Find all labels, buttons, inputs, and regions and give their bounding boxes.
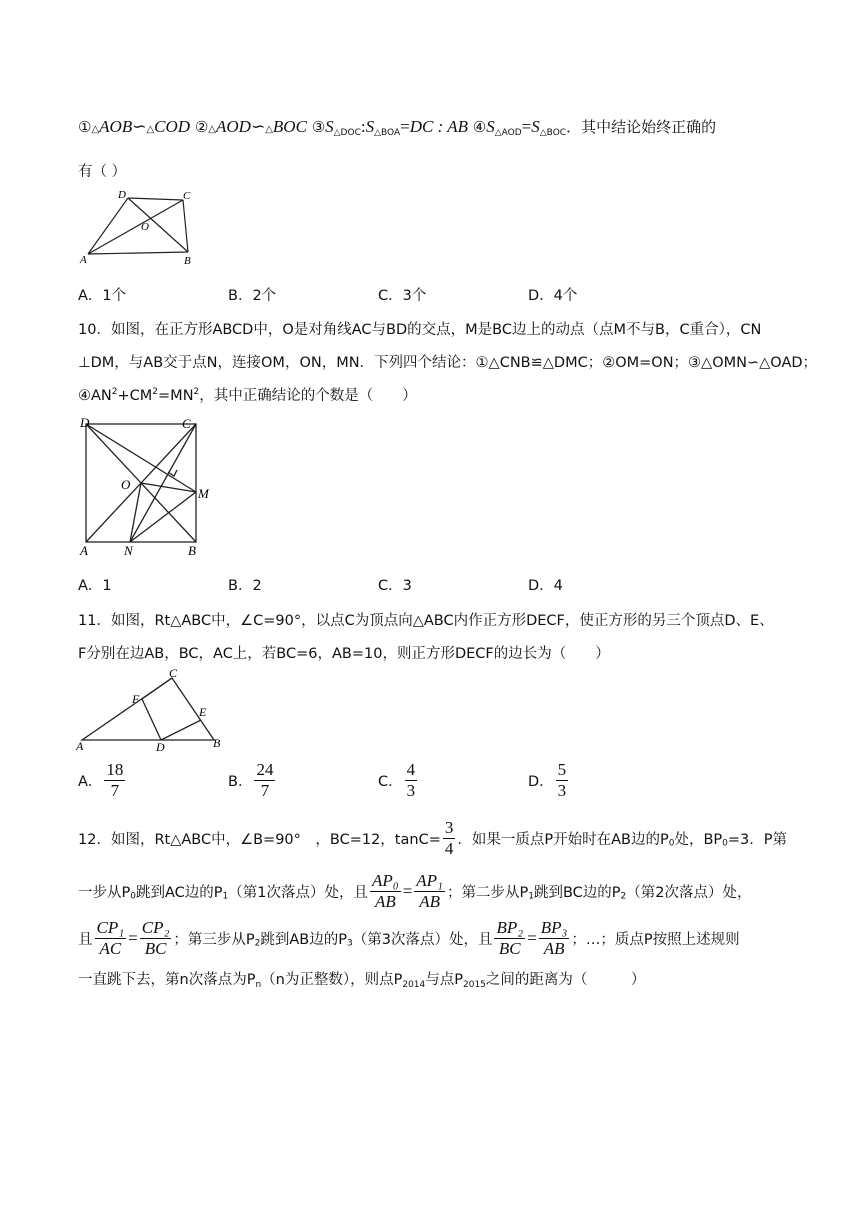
label-d: D — [156, 740, 165, 754]
q11-option-b[interactable]: B． $\frac{24}{7}$ — [228, 760, 274, 800]
q12-line3: 且 $\frac{\text{CP₁}}{AC}$ = $\frac{\text{CP₂}}{BC}$ ；第三步从$P_2$跳到AB边的$P_3$（第3次落点）处，且 $\frac{\text{BP₂}}{BC}$ = $\frac{\text{BP₃}}{AB}$ ；…；质点P按照上述规则 — [78, 918, 740, 958]
label-b: B — [188, 543, 196, 558]
q12-line2: 一步从$P_0$跳到AC边的$P_1$（第1次落点）处，且 $\frac{\text{AP₀}}{AB}$ = $\frac{\text{AP₁}}{AB}$ ；第二步从$P_1$跳到BC边的$P_2$（第2次落点）处， — [78, 871, 752, 911]
q11-line2: F分别在边AB，BC，AC上，若BC=6，AB=10，则正方形DECF的边长为（ ） — [78, 646, 610, 662]
q10-option-b[interactable]: B．2 — [228, 578, 262, 594]
q11-option-a[interactable]: A． $\frac{18}{7}$ — [78, 760, 124, 800]
q10-option-d[interactable]: D．4 — [528, 578, 563, 594]
circle-3: ③ — [311, 118, 326, 136]
circle-4: ④ — [472, 118, 487, 136]
label-o: O — [121, 477, 131, 492]
label-a: A — [80, 543, 88, 558]
q10-square-figure — [78, 414, 218, 558]
q9-option-c[interactable]: C．3个 — [378, 288, 427, 304]
label-b: B — [184, 255, 191, 266]
label-m: M — [198, 486, 209, 501]
q9-option-b[interactable]: B．2个 — [228, 288, 277, 304]
q9-statements-line: ①△AOB∽△COD ②△AOD∽△BOC $③S_{\triangle DOC}:S_{\triangle BOA}=DC$ : AB $④S_{\triangle AOD}=S_{\triangle BOC}$．其中结论始终正确的 — [78, 117, 717, 138]
label-c: C — [182, 416, 191, 431]
label-f: F — [132, 692, 140, 706]
q11-line1: 11．如图，Rt△ABC中，∠C=90°，以点C为顶点向△ABC内作正方形DECF，使正方形的另三个顶点D、E、 — [78, 613, 774, 629]
label-n: N — [124, 543, 133, 558]
label-c: C — [183, 190, 191, 202]
label-a: A — [80, 254, 87, 266]
q9-option-a[interactable]: A．1个 — [78, 288, 127, 304]
q10-option-a[interactable]: A．1 — [78, 578, 112, 594]
q10-line2: ⊥DM，与AB交于点N，连接OM，ON，MN．下列四个结论：①△CNB≌△DMC；②OM=ON；③△OMN∽△OAD； — [78, 355, 818, 371]
q11-option-c[interactable]: C． $\frac{4}{3}$ — [378, 760, 416, 800]
label-c: C — [169, 666, 178, 680]
label-a: A — [76, 739, 84, 753]
q10-line1: 10．如图，在正方形ABCD中，O是对角线AC与BD的交点，M是BC边上的动点（点M不与B，C重合），CN — [78, 322, 762, 338]
circle-2: ② — [194, 118, 209, 136]
label-e: E — [199, 705, 207, 719]
q12-line4: 一直跳下去，第n次落点为$P_n(n$为正整数），则点$P_{2014}$与点$P_{2015}$之间的距离为（ ） — [78, 972, 646, 990]
label-b: B — [213, 736, 221, 750]
q10-line3: $④AN^2+CM^2=MN^2$，其中正确结论的个数是（ ） — [78, 387, 417, 404]
q11-triangle-figure — [72, 666, 227, 754]
q9-trapezoid-figure — [78, 186, 203, 266]
label-d: D — [118, 189, 126, 201]
q12-line1: 12．如图，Rt△ABC中，∠B=90° ，BC=12，tanC= $\frac{3}{4}$ ．如果一质点P开始时在AB边的$P_0$处，$BP_0=3$．P第 — [78, 818, 788, 858]
q11-option-d[interactable]: D． $\frac{5}{3}$ — [528, 760, 567, 800]
q9-line2: 有（ ） — [78, 164, 127, 180]
q9-option-d[interactable]: D．4个 — [528, 288, 578, 304]
q10-option-c[interactable]: C．3 — [378, 578, 412, 594]
label-o: O — [141, 221, 149, 233]
label-d: D — [80, 415, 90, 430]
circle-1: ① — [78, 118, 92, 136]
